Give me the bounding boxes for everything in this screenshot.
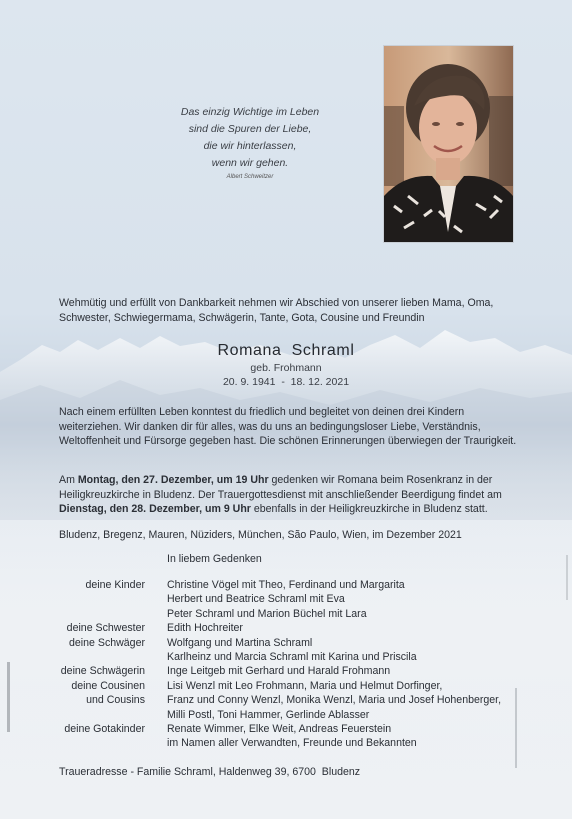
quote-line: wenn wir gehen.	[211, 157, 289, 169]
family-relation: deine Schwägerin	[60, 665, 145, 678]
family-row	[0, 636, 572, 650]
family-row	[0, 679, 572, 693]
funeral-date: Dienstag, den 28. Dezember, um 9 Uhr	[59, 503, 251, 515]
family-row	[0, 722, 572, 736]
quote-line: Das einzig Wichtige im Leben	[180, 106, 320, 118]
quote-block	[150, 104, 350, 182]
family-relation: deine Gotakinder	[64, 722, 145, 735]
family-list	[0, 578, 572, 751]
family-row	[0, 621, 572, 635]
family-members: Wolfgang und Martina Schraml	[167, 636, 313, 649]
family-members: Christine Vögel mit Theo, Ferdinand und Margarita	[167, 579, 405, 591]
family-row	[0, 592, 572, 606]
family-relation: deine Cousinen	[71, 679, 145, 692]
birth-name: geb. Frohmann	[250, 362, 322, 374]
family-members: im Namen aller Verwandten, Freunde und Bekannten	[167, 737, 417, 750]
family-members: Herbert und Beatrice Schraml mit Eva	[167, 593, 345, 606]
family-members: Franz und Conny Wenzl, Monika Wenzl, Maria und Josef Hohenberger,	[167, 694, 502, 707]
quote-author: Albert Schweitzer	[226, 174, 274, 180]
family-relation: deine Kinder	[85, 579, 145, 591]
family-members: Peter Schraml und Marion Büchel mit Lara	[167, 607, 367, 620]
family-row	[0, 607, 572, 621]
family-relation: und Cousins	[86, 694, 145, 707]
family-relation: deine Schwester	[66, 622, 145, 635]
farewell-paragraph: Nach einem erfüllten Leben konntest du friedlich und begleitet von deinen drei Kindern weiterziehen. Wir danken dir für alles, was du uns an bedingungsloser Liebe, Verständnis, Weltoffenheit und Fürsorge gegeben hast. Die schönen Erinnerungen überwiegen der Traurigkeit.	[59, 406, 517, 447]
family-row	[0, 736, 572, 750]
family-row	[0, 578, 572, 592]
family-row	[0, 664, 572, 678]
rosary-date: Montag, den 27. Dezember, um 19 Uhr	[77, 474, 269, 486]
place-and-date: Bludenz, Bregenz, Mauren, Nüziders, München, São Paulo, Wien, im Dezember 2021	[59, 529, 462, 541]
deceased-name: Romana Schraml	[217, 342, 355, 359]
quote-line: sind die Spuren der Liebe,	[188, 123, 312, 135]
service-paragraph	[59, 473, 519, 517]
family-members: Karlheinz und Marcia Schraml mit Karina und Priscila	[167, 650, 417, 663]
family-members: Inge Leitgeb mit Gerhard und Harald Frohmann	[167, 665, 391, 678]
intro-text: Wehmütig und erfüllt von Dankbarkeit nehmen wir Abschied von unserer lieben Mama, Oma, Schwester, Schwiegermama, Schwägerin, Tante, Gota, Cousine und Freundin	[59, 297, 494, 324]
mourning-address: Traueradresse - Familie Schraml, Haldenweg 39, 6700 Bludenz	[59, 766, 361, 778]
family-members: Renate Wimmer, Elke Weit, Andreas Feuerstein	[167, 722, 392, 735]
portrait-photo	[383, 45, 514, 243]
family-row	[0, 650, 572, 664]
family-relation: deine Schwäger	[69, 636, 145, 649]
family-members: Lisi Wenzl mit Leo Frohmann, Maria und Helmut Dorfinger,	[167, 679, 443, 692]
family-members: Edith Hochreiter	[167, 622, 243, 635]
life-dates: 20. 9. 1941 - 18. 12. 2021	[222, 376, 350, 388]
service-text: Am	[59, 474, 78, 486]
family-row	[0, 693, 572, 707]
family-members: Milli Postl, Toni Hammer, Gerlinde Ablasser	[167, 708, 370, 721]
family-row	[0, 708, 572, 722]
memory-heading: In liebem Gedenken	[167, 553, 262, 565]
service-text: gedenken wir Romana beim Rosenkranz in der Heiligkreuzkirche in Bludenz. Der Trauergottesdienst mit anschließender Beerdigung findet am	[59, 474, 502, 501]
service-text: ebenfalls in der Heiligkreuzkirche in Bludenz statt.	[250, 503, 488, 515]
quote-line: die wir hinterlassen,	[203, 140, 297, 152]
